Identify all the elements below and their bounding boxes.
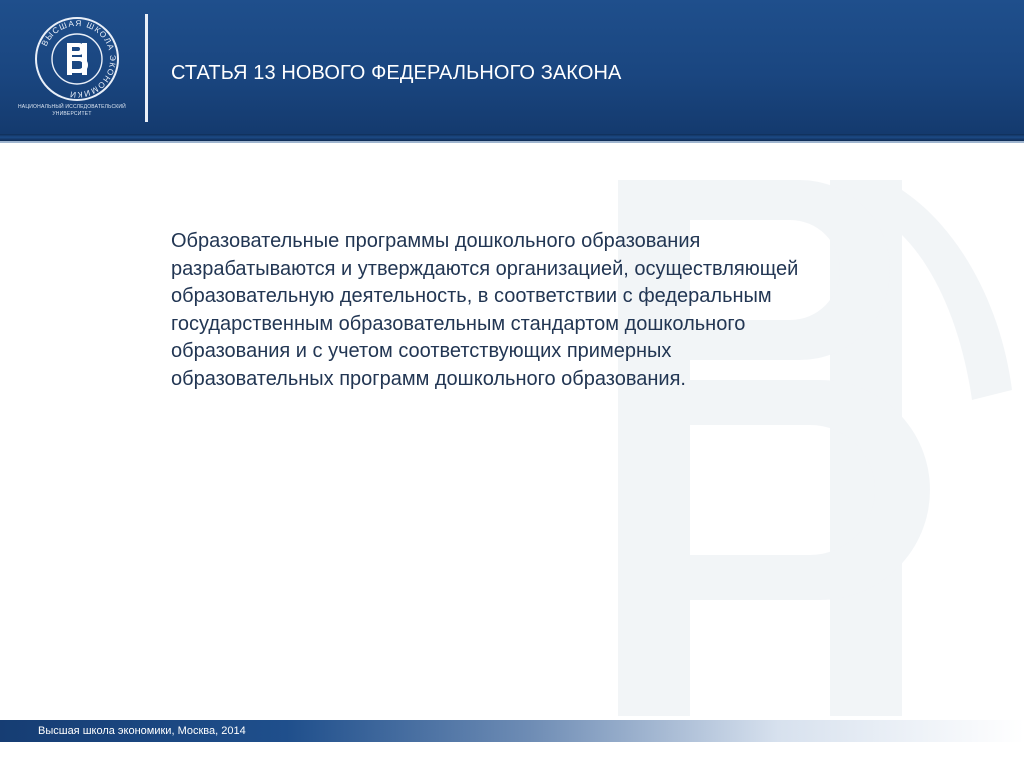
- hse-seal-icon: [22, 14, 132, 104]
- main-paragraph: Образовательные программы дошкольного образования разрабатываются и утверждаются организацией, осуществляющей образовательную деятельность, в соответствии с федеральным государственным образовательным стандартом дошкольного образования и с учетом соответствующих примерных образовательных программ дошкольного образования.: [171, 230, 799, 390]
- logo-caption: [16, 104, 128, 118]
- logo-caption-line2: УНИВЕРСИТЕТ: [52, 111, 92, 117]
- logo-caption-line1: НАЦИОНАЛЬНЫЙ ИССЛЕДОВАТЕЛЬСКИЙ: [18, 104, 126, 110]
- footer-text: Высшая школа экономики, Москва, 2014: [38, 725, 246, 737]
- header-rule-light: [0, 141, 1024, 143]
- header-rule: [0, 134, 1024, 141]
- hse-monogram-icon: [67, 43, 88, 75]
- header-divider: [145, 14, 148, 122]
- slide-title: СТАТЬЯ 13 НОВОГО ФЕДЕРАЛЬНОГО ЗАКОНА: [171, 62, 622, 84]
- logo-ring-text: ВЫСШАЯ ШКОЛА ЭКОНОМИКИ: [39, 18, 118, 100]
